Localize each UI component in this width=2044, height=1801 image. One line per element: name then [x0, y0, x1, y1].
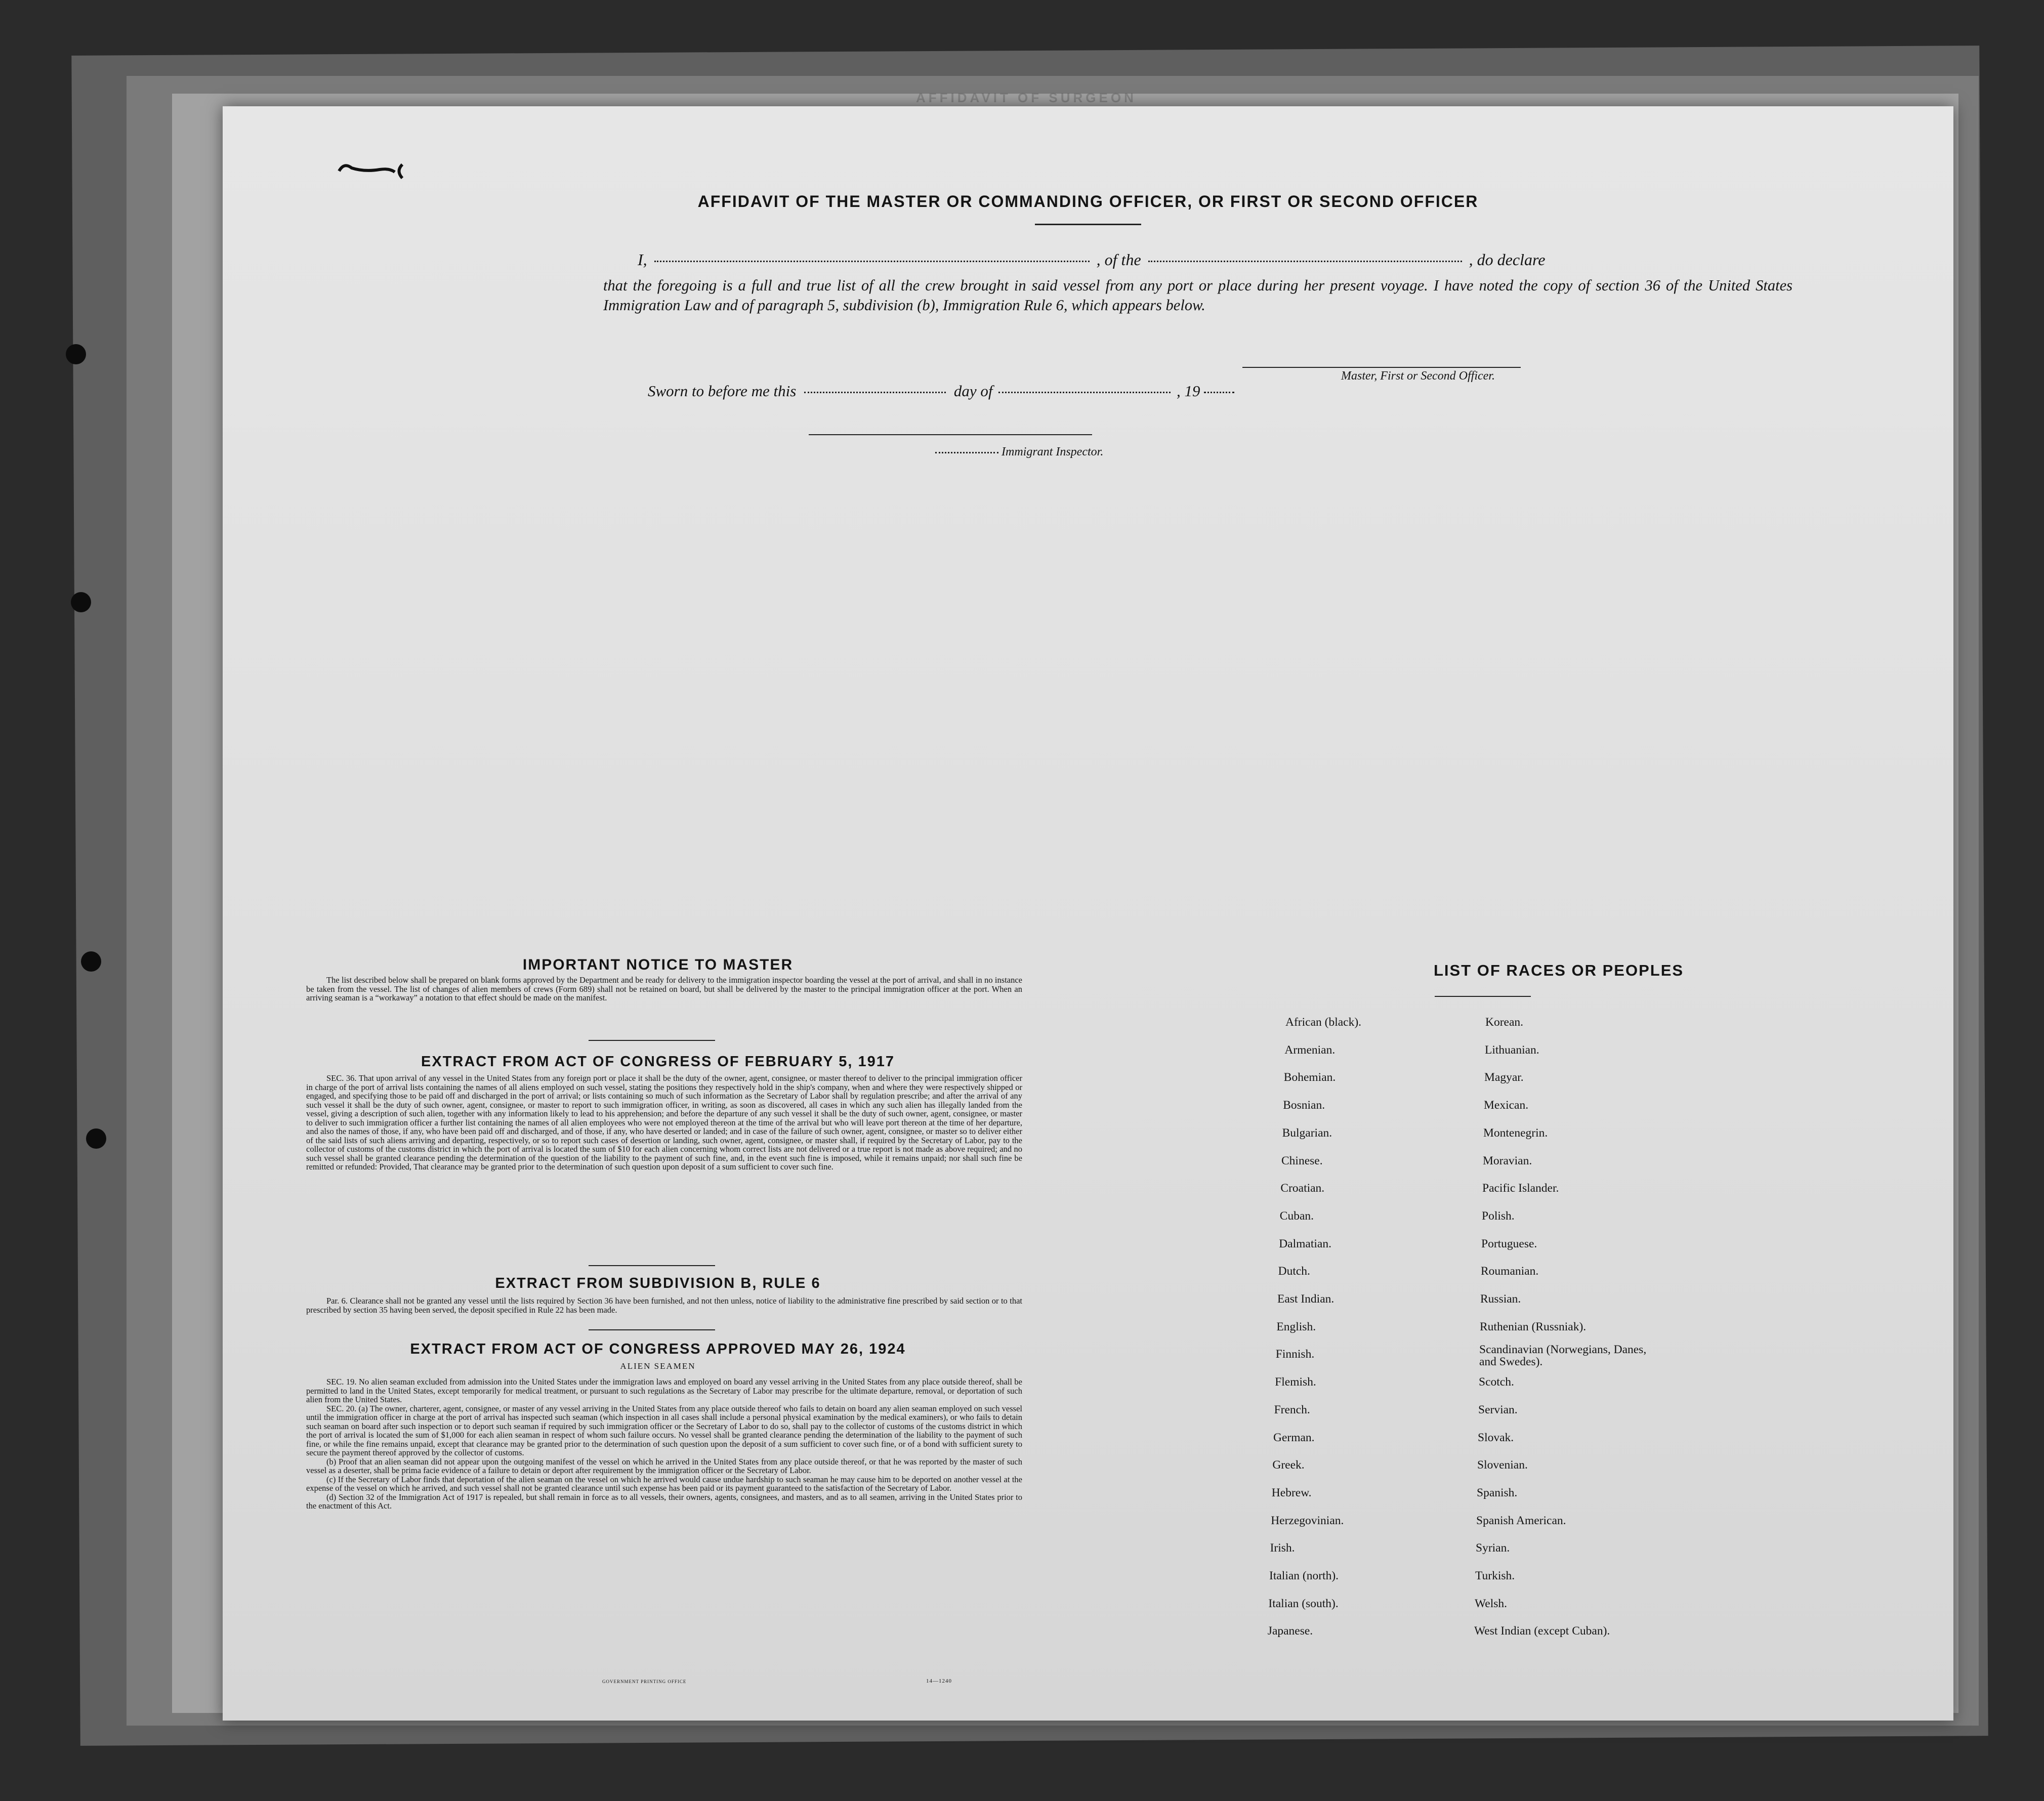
binder-hole [66, 344, 86, 364]
race-item: Moravian. [1483, 1154, 1532, 1167]
binder-hole [86, 1128, 106, 1149]
race-item: Dalmatian. [1279, 1237, 1331, 1250]
affidavit-title: AFFIDAVIT OF THE MASTER OR COMMANDING OFFICER, OR FIRST OR SECOND OFFICER [697, 192, 1479, 211]
race-item: Croatian. [1280, 1182, 1325, 1195]
race-item: Servian. [1478, 1403, 1518, 1416]
race-item: Ruthenian (Russniak). [1480, 1320, 1587, 1333]
race-item: Dutch. [1278, 1265, 1310, 1278]
extract-1924-text [306, 1377, 1022, 1511]
title-rule [1035, 224, 1141, 225]
sworn-text: Sworn to before me this [648, 382, 797, 400]
binder-hole [71, 592, 91, 612]
signature-label: Master, First or Second Officer. [1341, 369, 1495, 383]
race-item: German. [1273, 1431, 1315, 1444]
extract-1924-title: EXTRACT FROM ACT OF CONGRESS APPROVED MAY 26, 1924 [410, 1341, 906, 1357]
sec-20b-paragraph: (b) Proof that an alien seaman did not appear upon the outgoing manifest of the vessel on which he arrived in the United States from any place outside thereof, or that he was reported by the master of such vessel as a deserter, shall be prima facie evidence of a failure to detain or deport after requirement by the immigration officer or the Secretary of Labor. [306, 1456, 1022, 1475]
race-item: Welsh. [1475, 1597, 1508, 1610]
race-item: Italian (south). [1268, 1597, 1339, 1610]
sec-36-paragraph: SEC. 36. That upon arrival of any vessel in the United States from any foreign port or place it shall be the duty of the owner, agent, consignee, or master thereof to deliver to the principal immigration officer in charge of the port of arrival lists containing the names of all aliens employed on such vessel, stating the positions they respectively hold in the ship's company, when and where they were respectively shipped or engaged, and specifying those to be paid off and discharged in the port of arrival; or lists containing so much of such information as the Secretary of Labor shall by regulation prescribe; and after the arrival of any such vessel it shall be the duty of such owner, agent, consignee, or master to report to such immigration officer, in writing, as soon as discovered, all cases in which any such alien has illegally landed from the vessel, giving a description of such alien, together with any information likely to lead to his apprehension; and before the departure of any such vessel it shall be the duty of such owner, agent, consignee, or master to deliver to such immigration officer a further list containing the names of all alien employees who were not employed thereon at the time of the arrival but who will leave port thereon at the time of her departure, and also the names of those, if any, who have been paid off and discharged, and of those, if any, who have deserted or landed; and in case of the failure of such owner, agent, consignee, or master so to deliver either of the said lists of such aliens arriving and departing, respectively, or so to report such cases of desertion or landing, such owner, agent, consignee, or master shall, if required by the Secretary of Labor, pay to the collector of customs of the customs district in which the port of arrival is located the sum of $10 for each alien concerning whom correct lists are not delivered or a true report is not made as above required; and no such vessel shall be granted clearance pending the determination of the question of the liability to the payment of such fine, and, in the event such fine is imposed, while it remains unpaid; nor shall such fine be remitted or refunded: Provided, That clearance may be granted prior to the determination of such question upon deposit of a sum sufficient to cover such fine. [306, 1073, 1022, 1171]
race-item: Armenian. [1284, 1043, 1336, 1057]
inspector-blank[interactable] [935, 452, 998, 453]
name-blank[interactable] [654, 261, 1090, 262]
race-item: Korean. [1485, 1016, 1524, 1029]
sec-19-paragraph: SEC. 19. No alien seaman excluded from admission into the United States under the immigration laws and employed on board any vessel arriving in the United States from any place outside thereof, shall be permitted to land in the United States, except temporarily for medical treatment, or pursuant to such regulations as the Secretary of Labor may prescribe for the ultimate departure, removal, or deportation of such alien from the United States. [306, 1377, 1022, 1404]
sec-20a-paragraph: SEC. 20. (a) The owner, charterer, agent, consignee, or master of any vessel arriving in the United States from any place outside thereof who fails to detain on board any alien seaman employed on such vessel until the immigration officer in charge at the port of arrival has inspected such seaman (which inspection in all cases shall include a personal physical examination by the medical examiners), or who fails to detain such seaman on board after such inspection or to deport such seaman if required by such immigration officer or the Secretary of Labor to do so, shall pay to the collector of customs of the customs district in which the port of arrival is located the sum of $1,000 for each alien seaman in respect of whom such failure occurs. No vessel shall be granted clearance pending the determination of the liability to the payment of such fine, or while the fine remains unpaid, except that clearance may be granted prior to the determination of such question upon the deposit of a sum sufficient to cover such fine, or of a bond with sufficient surety to secure the payment thereof approved by the collector of customs. [306, 1403, 1022, 1457]
race-item: Italian (north). [1269, 1569, 1339, 1582]
inspector-signature-line[interactable] [809, 434, 1092, 435]
race-item: Spanish American. [1476, 1514, 1566, 1527]
race-item: East Indian. [1277, 1292, 1334, 1306]
extract-rule6-text [306, 1296, 1022, 1314]
races-title: LIST OF RACES OR PEOPLES [1433, 961, 1684, 979]
position-blank[interactable] [1148, 261, 1462, 262]
race-item: Spanish. [1477, 1486, 1518, 1499]
inspector-label: Immigrant Inspector. [1002, 445, 1104, 458]
signature-line[interactable] [1242, 367, 1521, 368]
declaration-line [638, 250, 1700, 269]
race-item: Scandinavian (Norwegians, Danes, and Swedes). [1479, 1343, 1647, 1369]
race-item: Slovak. [1478, 1431, 1514, 1444]
extract-1917-text [306, 1074, 1022, 1171]
extract-rule6-title: EXTRACT FROM SUBDIVISION B, RULE 6 [495, 1275, 821, 1291]
race-item: Greek. [1272, 1458, 1305, 1472]
ink-mark [334, 157, 410, 182]
race-item: Hebrew. [1271, 1486, 1312, 1499]
alien-seamen-subtitle: ALIEN SEAMEN [620, 1361, 696, 1371]
notice-text [306, 976, 1022, 1002]
bleed-through-header: AFFIDAVIT OF SURGEON [916, 90, 1137, 105]
declaration-i: I, [638, 250, 647, 269]
par-6-paragraph: Par. 6. Clearance shall not be granted any vessel until the lists required by Section 36 have been furnished, and not then unless, notice of liability to the administrative fine prescribed by said section or to that prescribed by section 35 having been served, the deposit specified in Rule 22 has been made. [306, 1296, 1022, 1315]
declaration-do-declare: , do declare [1469, 250, 1546, 269]
race-item: Flemish. [1275, 1375, 1316, 1389]
race-item: Bulgarian. [1282, 1126, 1332, 1140]
race-item: Herzegovinian. [1271, 1514, 1344, 1527]
race-item: Syrian. [1476, 1541, 1510, 1555]
race-item: Irish. [1270, 1541, 1295, 1555]
declaration-of-the: , of the [1096, 250, 1141, 269]
year-blank[interactable] [1204, 392, 1234, 393]
race-item: Montenegrin. [1483, 1126, 1548, 1140]
race-item: West Indian (except Cuban). [1474, 1624, 1610, 1638]
divider-rule [589, 1329, 715, 1330]
form-number: 14—1240 [926, 1678, 952, 1684]
race-item: French. [1274, 1403, 1310, 1416]
extract-1917-title: EXTRACT FROM ACT OF CONGRESS OF FEBRUARY 5, 1917 [421, 1054, 895, 1070]
notice-title: IMPORTANT NOTICE TO MASTER [522, 956, 794, 973]
race-item: Magyar. [1484, 1071, 1524, 1084]
race-item: Turkish. [1475, 1569, 1515, 1582]
day-blank[interactable] [804, 392, 946, 393]
race-item: Mexican. [1484, 1099, 1529, 1112]
race-item: Russian. [1480, 1292, 1521, 1306]
race-item: African (black). [1285, 1016, 1362, 1029]
race-item: Portuguese. [1481, 1237, 1537, 1250]
race-item: Roumanian. [1481, 1265, 1539, 1278]
affidavit-body: that the foregoing is a full and true list of all the crew brought in said vessel from any port or place during her present voyage. I have noted the copy of section 36 of the United States Immigration Law and of paragraph 5, subdivision (b), Immigration Rule 6, which appears below. [603, 277, 1792, 314]
month-blank[interactable] [998, 392, 1171, 393]
race-item: English. [1276, 1320, 1316, 1333]
divider-rule [589, 1265, 715, 1266]
sec-20c-paragraph: (c) If the Secretary of Labor finds that deportation of the alien seaman on the vessel on which he arrived would cause undue hardship to such seaman he may cause him to be deported on another vessel at the expense of the vessel on which he arrived, and such vessel shall not be granted clearance until such expense has been paid or its payment guaranteed to the satisfaction of the Secretary of Labor. [306, 1474, 1022, 1493]
race-item: Pacific Islander. [1482, 1182, 1559, 1195]
race-item: Slovenian. [1477, 1458, 1528, 1472]
race-item: Lithuanian. [1485, 1043, 1539, 1057]
race-item: Scotch. [1479, 1375, 1514, 1389]
race-item: Polish. [1482, 1209, 1515, 1223]
race-item: Cuban. [1279, 1209, 1314, 1223]
notice-paragraph: The list described below shall be prepared on blank forms approved by the Department and be ready for delivery to the immigration inspector boarding the vessel at the port of arrival, and shall in no instance be taken from the vessel. The list of changes of alien members of crews (Form 689) shall not be retained on board, but shall be delivered by the master to the principal immigration officer at the port. When an arriving seaman is a “workaway” a notation to that effect should be made on the manifest. [306, 975, 1022, 1002]
inspector-line [935, 445, 1103, 459]
sec-20d-paragraph: (d) Section 32 of the Immigration Act of 1917 is repealed, but shall remain in force as to all vessels, their owners, agents, consignees, and masters, and as to all seamen, arriving in the United States prior to the enactment of this Act. [306, 1492, 1022, 1511]
binder-hole [81, 951, 101, 972]
document-page [223, 106, 1953, 1721]
race-item: Chinese. [1281, 1154, 1323, 1167]
sworn-day-of: day of [953, 382, 993, 400]
race-item: Finnish. [1275, 1348, 1315, 1361]
race-item: Bosnian. [1283, 1099, 1325, 1112]
race-item: Bohemian. [1283, 1071, 1336, 1084]
sworn-line [648, 382, 1234, 400]
race-item: Japanese. [1267, 1624, 1313, 1638]
printer-imprint: GOVERNMENT PRINTING OFFICE [602, 1679, 687, 1684]
races-title-rule [1435, 996, 1531, 997]
divider-rule [589, 1040, 715, 1041]
sworn-year: , 19 [1176, 382, 1200, 400]
